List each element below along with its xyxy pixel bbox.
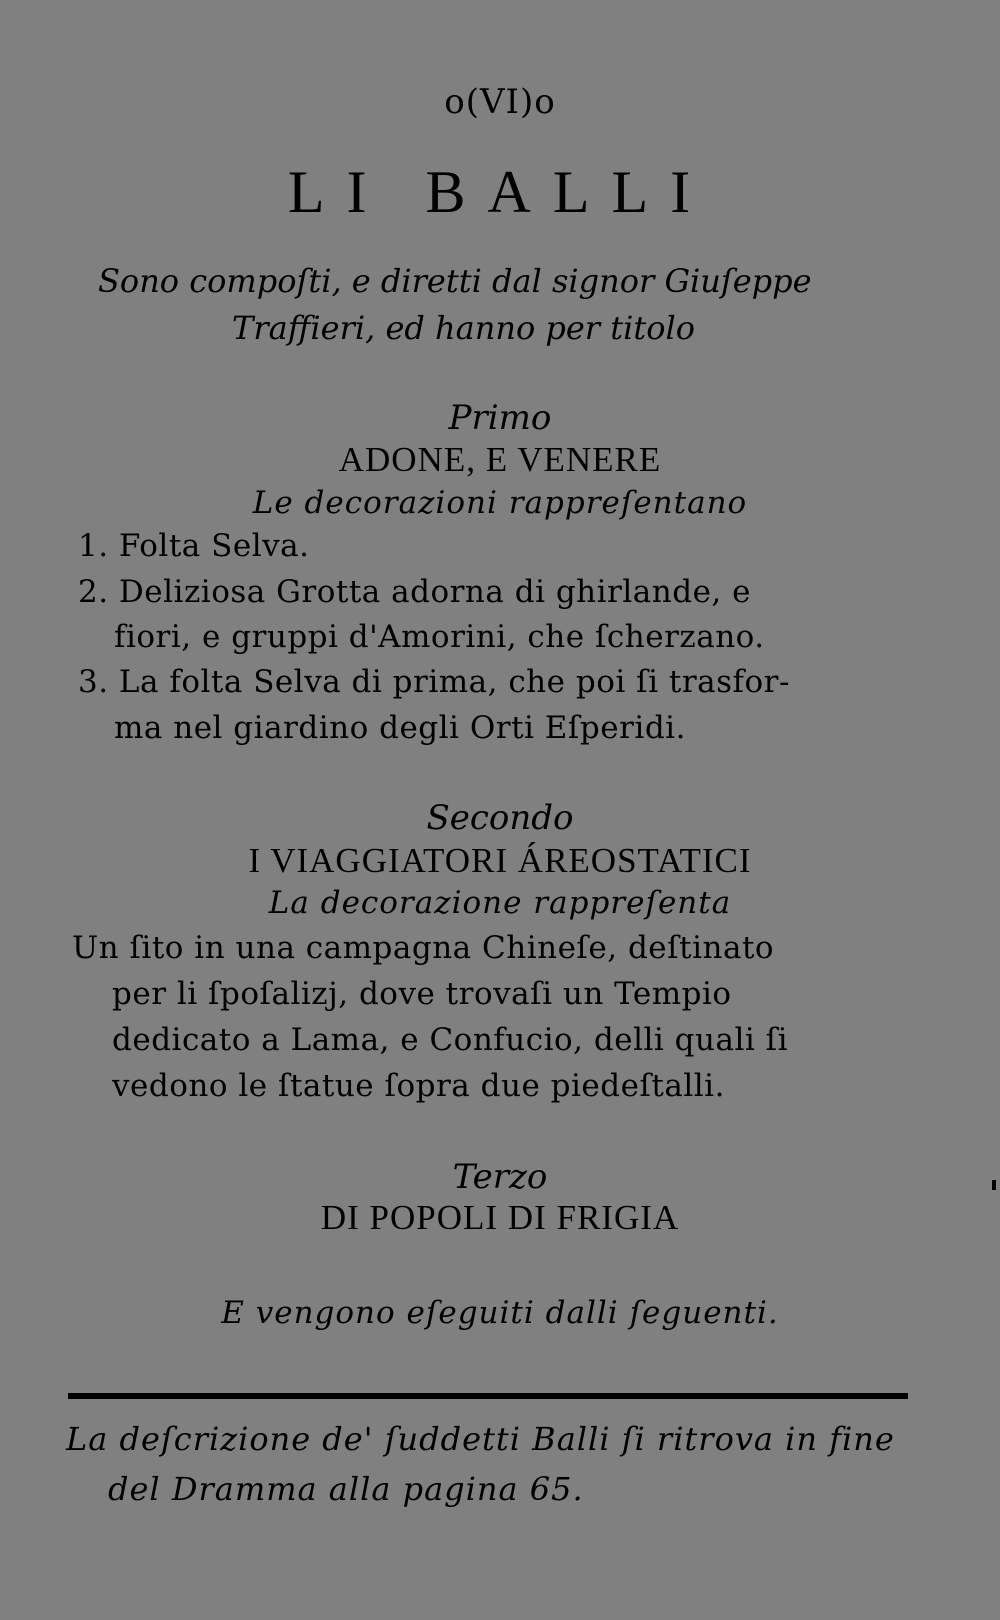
section-1-line-1: 1. Folta Selva. [78, 528, 310, 564]
section-1-line-2: 2. Deliziosa Grotta adorna di ghirlande, e [78, 574, 751, 610]
section-3-title: DI POPOLI DI FRIGIA [320, 1198, 680, 1237]
section-2-line-3: dedicato a Lama, e Confucio, delli quali ſi [112, 1022, 789, 1058]
footnote-divider [68, 1393, 908, 1399]
section-1-ordinal: Primo [448, 398, 552, 438]
section-1-line-5: ma nel giardino degli Orti Eſperidi. [114, 710, 686, 746]
intro-line-1: Sono compoſti, e diretti dal signor Giuſeppe [98, 262, 812, 300]
section-1-line-3: fiori, e gruppi d'Amorini, che ſcherzano. [114, 619, 765, 655]
section-2-ordinal: Secondo [426, 798, 574, 838]
margin-mark [992, 1180, 996, 1190]
intro-line-2: Traffieri, ed hanno per titolo [232, 309, 695, 347]
section-2-subtitle: La decorazione rappreſenta [268, 885, 732, 921]
page-title: LI BALLI [287, 159, 713, 225]
section-2-line-1: Un ſito in una campagna Chineſe, deſtinato [72, 930, 775, 966]
section-2-line-2: per li ſpoſalizj, dove trovaſi un Tempio [112, 976, 732, 1012]
footnote-line-1: La deſcrizione de' ſuddetti Balli ſi ritrova in fine [66, 1420, 895, 1458]
closing-line: E vengono eſeguiti dalli ſeguenti. [221, 1295, 779, 1331]
section-2-title: I VIAGGIATORI ÁREOSTATICI [248, 841, 752, 880]
section-1-subtitle: Le decorazioni rappreſentano [252, 485, 748, 521]
footnote-line-2: del Dramma alla pagina 65. [108, 1470, 584, 1508]
section-2-line-4: vedono le ſtatue ſopra due piedeſtalli. [112, 1068, 725, 1104]
section-1-title: ADONE, E VENERE [338, 440, 662, 479]
section-3-ordinal: Terzo [452, 1157, 548, 1197]
page-number: o(VI)o [444, 82, 556, 122]
section-1-line-4: 3. La folta Selva di prima, che poi ſi trasfor- [78, 664, 790, 700]
